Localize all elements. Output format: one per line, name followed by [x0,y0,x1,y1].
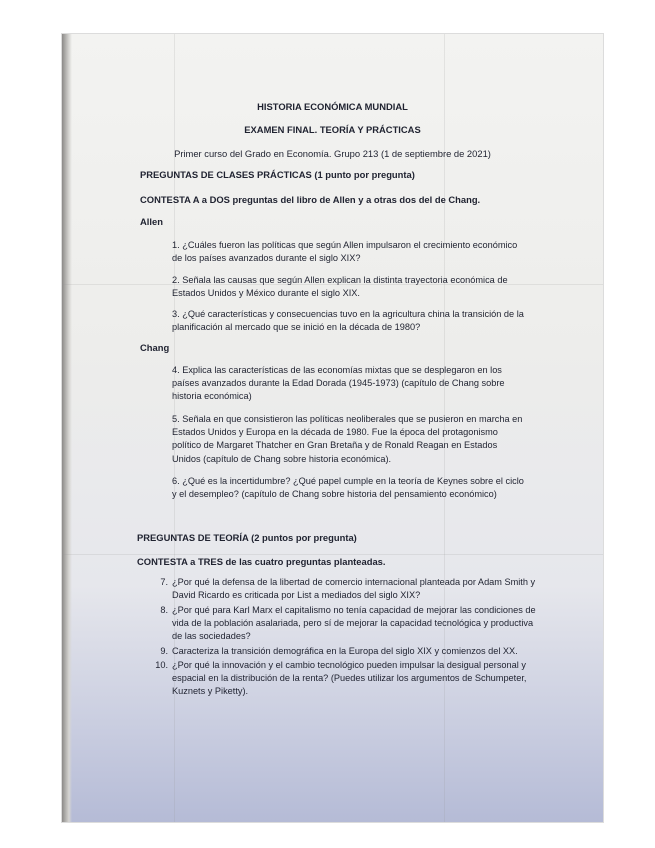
question-text: ¿Por qué para Karl Marx el capitalismo no tenía capacidad de mejorar las condiciones de vida de la población asalariada, pero sí de mejorar la capacidad tecnológica y productiva de las sociedades? [172,605,536,642]
chang-label: Chang [140,342,170,353]
question-text: ¿Por qué la innovación y el cambio tecnológico pueden impulsar la desigual personal y espacial en la distribución de la renta? (Puedes utilizar los argumentos de Schumpeter, Kuznets y Piketty). [172,660,527,697]
question-9 [160,645,542,658]
question-10 [155,659,542,699]
question-8 [160,604,542,644]
question-number: 8. [160,605,168,615]
exam-title: HISTORIA ECONÓMICA MUNDIAL [257,101,408,112]
question-text: ¿Por qué la defensa de la libertad de comercio internacional planteada por Adam Smith y David Ricardo es criticada por List a mediados del siglo XIX? [172,577,536,601]
practical-heading: PREGUNTAS DE CLASES PRÁCTICAS (1 punto por pregunta) [140,169,415,180]
question-number: 9. [160,646,168,656]
course-line: Primer curso del Grado en Economía. Grupo 213 (1 de septiembre de 2021) [174,148,491,159]
practical-instruction: CONTESTA A a DOS preguntas del libro de Allen y a otras dos del de Chang. [140,194,481,205]
question-5: 5. Señala en que consistieron las políticas neoliberales que se pusieron en marcha en Estados Unidos y Europa en la década de 1980. Fue la época del protagonismo político de Margaret Thatcher en Gran Bretaña y de Ronald Reagan en Estados Unidos (capítulo de Chang sobre historia económica). [172,414,523,464]
exam-sheet [62,34,603,822]
question-4: 4. Explica las características de las economías mixtas que se desplegaron en los países avanzados durante la Edad Dorada (1945-1973) (capítulo de Chang sobre historia económica) [172,365,505,402]
question-text: Caracteriza la transición demográfica en la Europa del siglo XIX y comienzos del XX. [172,646,518,656]
question-number: 10. [155,660,168,670]
allen-label: Allen [140,216,163,227]
question-7 [160,576,542,602]
exam-subtitle: EXAMEN FINAL. TEORÍA Y PRÁCTICAS [244,124,421,135]
question-number: 7. [160,577,168,587]
question-2: 2. Señala las causas que según Allen explican la distinta trayectoria económica de Estados Unidos y México durante el siglo XIX. [172,275,508,299]
theory-instruction: CONTESTA a TRES de las cuatro preguntas planteadas. [137,556,386,567]
question-6: 6. ¿Qué es la incertidumbre? ¿Qué papel cumple en la teoría de Keynes sobre el ciclo y el desempleo? (capítulo de Chang sobre historia del pensamiento económico) [172,476,524,500]
question-1: 1. ¿Cuáles fueron las políticas que según Allen impulsaron el crecimiento económico de los países avanzados durante el siglo XIX? [172,240,518,264]
theory-heading: PREGUNTAS DE TEORÍA (2 puntos por pregunta) [137,532,357,543]
question-3: 3. ¿Qué características y consecuencias tuvo en la agricultura china la transición de la planificación al mercado que se inició en la década de 1980? [172,309,524,333]
